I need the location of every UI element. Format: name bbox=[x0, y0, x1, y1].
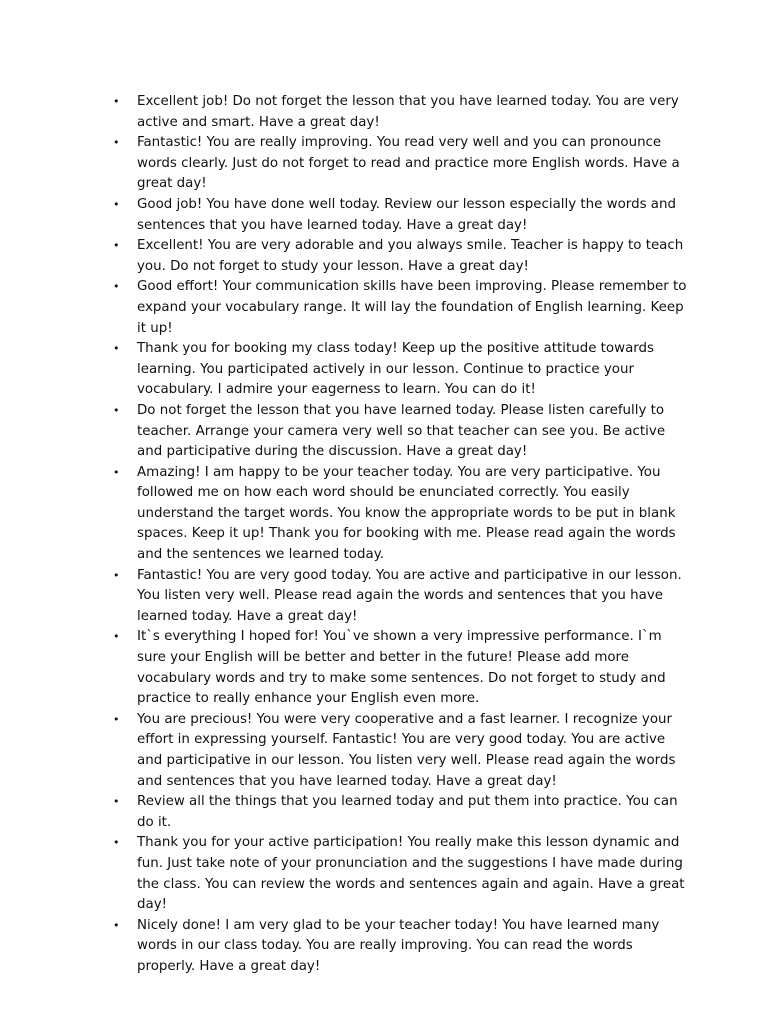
list-item bbox=[112, 916, 692, 978]
bullet-icon: • bbox=[113, 630, 120, 644]
comment-text: You are precious! You were very cooperative and a fast learner. I recognize your effort in expressing yourself. Fantastic! You are very good today. You are active and participative in our lesson. You listen very well. Please read again the words and sentences that you have learned today. Have a great day! bbox=[137, 711, 676, 789]
list-item bbox=[112, 236, 692, 277]
bullet-icon: • bbox=[113, 95, 120, 108]
bullet-icon: • bbox=[113, 465, 120, 479]
bullet-icon: • bbox=[113, 795, 120, 809]
bullet-icon: • bbox=[113, 239, 120, 253]
bullet-icon: • bbox=[113, 836, 120, 850]
list-item bbox=[112, 710, 692, 792]
comment-text: Do not forget the lesson that you have learned today. Please listen carefully to teacher. Arrange your camera very well so that teacher can see you. Be active and participative during the discussion. Have a great day! bbox=[137, 402, 666, 460]
bullet-icon: • bbox=[113, 568, 120, 582]
list-item bbox=[112, 401, 692, 463]
comment-text: Thank you for booking my class today! Keep up the positive attitude towards learning. You participated actively in our lesson. Continue to practice your vocabulary. I admire your eagerness to learn. You can do it! bbox=[137, 341, 655, 398]
bullet-icon: • bbox=[113, 712, 120, 726]
comment-text: Amazing! I am happy to be your teacher today. You are very participative. You followed me on how each word should be enunciated correctly. You easily understand the target words. You know the appropriate words to be put in blank spaces. Keep it up! Thank you for booking with me. Please read again the words and the sentences we learned today. bbox=[137, 464, 676, 563]
list-item bbox=[112, 833, 692, 915]
list-item bbox=[112, 627, 692, 709]
bullet-icon: • bbox=[113, 136, 120, 150]
comment-text: Good effort! Your communication skills have been improving. Please remember to expand your vocabulary range. It will lay the foundation of English learning. Keep it up! bbox=[137, 279, 687, 336]
list-item bbox=[112, 133, 692, 195]
bullet-icon: • bbox=[113, 342, 120, 356]
bullet-icon: • bbox=[113, 280, 120, 294]
bullet-icon: • bbox=[113, 918, 120, 932]
feedback-comment-list bbox=[112, 92, 692, 978]
list-item bbox=[112, 195, 692, 236]
comment-text: Excellent job! Do not forget the lesson that you have learned today. You are very active and smart. Have a great day! bbox=[137, 94, 679, 130]
bullet-icon: • bbox=[113, 197, 120, 211]
comment-text: Nicely done! I am very glad to be your teacher today! You have learned many words in our class today. You are really improving. You can read the words properly. Have a great day! bbox=[137, 917, 660, 974]
comment-text: Thank you for your active participation! You really make this lesson dynamic and fun. Just take note of your pronunciation and the suggestions I have made during the class. You can review the words and sentences again and again. Have a great day! bbox=[137, 835, 685, 913]
bullet-icon: • bbox=[113, 403, 120, 417]
list-item bbox=[112, 277, 692, 339]
comment-text: Good job! You have done well today. Review our lesson especially the words and sentences that you have learned today. Have a great day! bbox=[137, 196, 676, 233]
list-item bbox=[112, 339, 692, 401]
comment-text: Fantastic! You are really improving. You read very well and you can pronounce words clearly. Just do not forget to read and practice more English words. Have a great day! bbox=[137, 135, 680, 192]
comment-text: Fantastic! You are very good today. You are active and participative in our lesson. You listen very well. Please read again the words and sentences that you have learned today. Have a great day! bbox=[137, 567, 682, 624]
list-item bbox=[112, 566, 692, 628]
list-item bbox=[112, 792, 692, 833]
comment-text: Review all the things that you learned today and put them into practice. You can do it. bbox=[137, 794, 678, 830]
comment-text: It`s everything I hoped for! You`ve shown a very impressive performance. I`m sure your English will be better and better in the future! Please add more vocabulary words and try to make some sentences. Do not forget to study and practice to really enhance your English even more. bbox=[137, 629, 666, 707]
list-item bbox=[112, 463, 692, 566]
comment-text: Excellent! You are very adorable and you always smile. Teacher is happy to teach you. Do not forget to study your lesson. Have a great day! bbox=[137, 238, 684, 274]
list-item bbox=[112, 92, 692, 133]
